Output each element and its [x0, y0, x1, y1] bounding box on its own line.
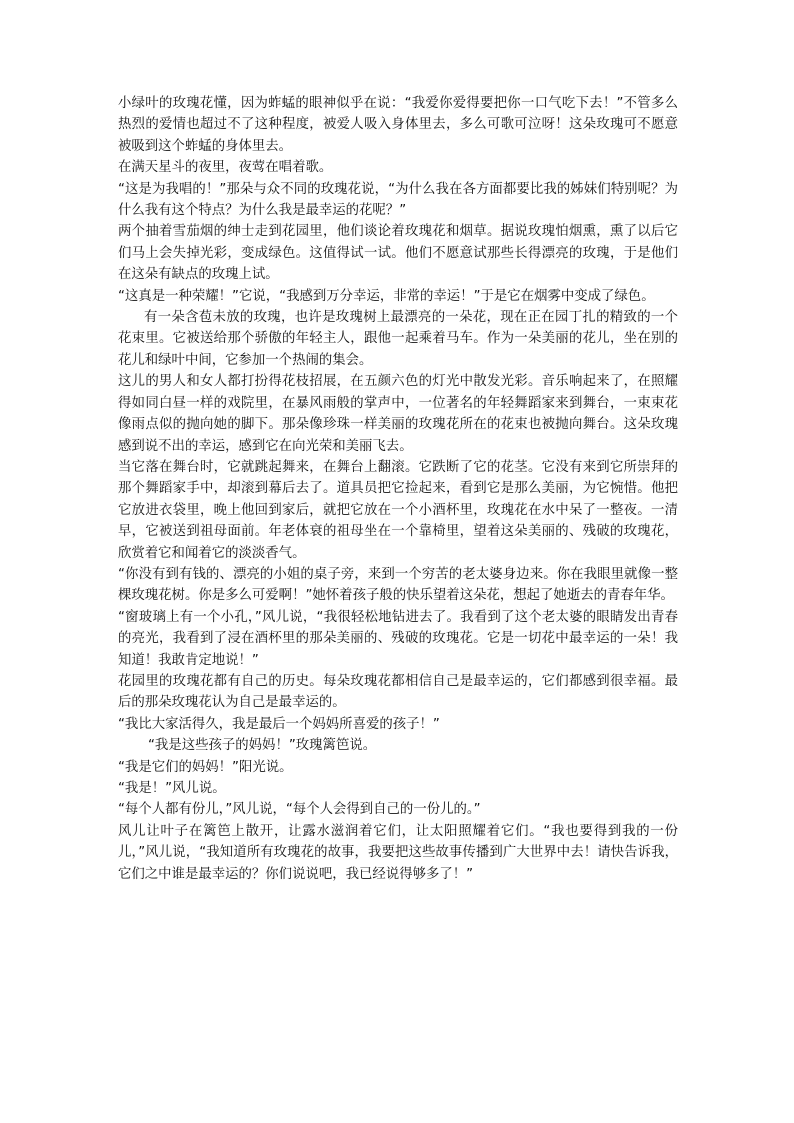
paragraph: 这儿的男人和女人都打扮得花枝招展，在五颜六色的灯光中散发光彩。音乐响起来了，在照耀得如同白昼一样的戏院里，在暴风雨般的掌声中，一位著名的年轻舞蹈家来到舞台，一束束花像雨点似的抛向她的脚下。那朵像珍珠一样美丽的玫瑰花所在的花束也被抛向舞台。这朵玫瑰感到说不出的幸运，感到它在向光荣和美丽飞去。 — [118, 374, 678, 454]
document-page — [118, 93, 678, 885]
paragraph: 风儿让叶子在篱笆上散开，让露水滋润着它们，让太阳照耀着它们。“我也要得到我的一份儿，”风儿说，“我知道所有玫瑰花的故事，我要把这些故事传播到广大世界中去！请快告诉我，它们之中谁是最幸运的？你们说说吧，我已经说得够多了！” — [118, 823, 678, 882]
paragraph: “每个人都有份儿，”风儿说，“每个人会得到自己的一份儿的。” — [118, 802, 481, 818]
paragraph: “窗玻璃上有一个小孔，”风儿说，“我很轻松地钻进去了。我看到了这个老太婆的眼睛发出青春的亮光，我看到了浸在酒杯里的那朵美丽的、残破的玫瑰花。它是一切花中最幸运的一朵！我知道！我敢肯定地说！” — [118, 609, 678, 668]
paragraph: “你没有到有钱的、漂亮的小姐的桌子旁，来到一个穷苦的老太婆身边来。你在我眼里就像一整棵玫瑰花树。你是多么可爱啊！”她怀着孩子般的快乐望着这朵花，想起了她逝去的青春年华。 — [118, 566, 678, 604]
paragraph: 当它落在舞台时，它就跳起舞来，在舞台上翻滚。它跌断了它的花茎。它没有来到它所崇拜的那个舞蹈家手中，却滚到幕后去了。道具员把它捡起来，看到它是那么美丽，为它惋惜。他把它放进衣袋里，晚上他回到家后，就把它放在一个小酒杯里，玫瑰花在水中呆了一整夜。一清早，它被送到祖母面前。年老体衰的祖母坐在一个靠椅里，望着这朵美丽的、残破的玫瑰花，欣赏着它和闻着它的淡淡香气。 — [118, 459, 678, 561]
paragraph: “我比大家活得久，我是最后一个妈妈所喜爱的孩子！” — [118, 716, 440, 732]
paragraph: “这真是一种荣耀！”它说，“我感到万分幸运，非常的幸运！”于是它在烟雾中变成了绿色。 — [118, 288, 655, 304]
paragraph: 花园里的玫瑰花都有自己的历史。每朵玫瑰花都相信自己是最幸运的，它们都感到很幸福。最后的那朵玫瑰花认为自己是最幸运的。 — [118, 673, 678, 711]
paragraph: 在满天星斗的夜里，夜莺在唱着歌。 — [118, 160, 333, 176]
paragraph: “我是它们的妈妈！”阳光说。 — [118, 759, 293, 775]
paragraph: “我是这些孩子的妈妈！”玫瑰篱笆说。 — [148, 738, 377, 754]
paragraph: 小绿叶的玫瑰花懂，因为蚱蜢的眼神似乎在说：“我爱你爱得要把你一口气吃下去！”不管多么热烈的爱情也超过不了这种程度，被爱人吸入身体里去，多么可歌可泣呀！这朵玫瑰可不愿意被吸到这个蚱蜢的身体里去。 — [118, 96, 678, 154]
paragraph: “我是！”风儿说。 — [118, 781, 226, 796]
paragraph: 有一朵含苞未放的玫瑰，也许是玫瑰树上最漂亮的一朵花，现在正在园丁扎的精致的一个花束里。它被送给那个骄傲的年轻主人，跟他一起乘着马车。作为一朵美丽的花儿，坐在别的花儿和绿叶中间，它参加一个热闹的集会。 — [118, 310, 678, 368]
paragraph: “这是为我唱的！”那朵与众不同的玫瑰花说，“为什么我在各方面都要比我的姊妹们特别呢？为什么我有这个特点？为什么我是最幸运的花呢？” — [118, 181, 678, 219]
paragraph: 两个抽着雪茄烟的绅士走到花园里，他们谈论着玫瑰花和烟草。据说玫瑰怕烟熏，熏了以后它们马上会失掉光彩，变成绿色。这值得试一试。他们不愿意试那些长得漂亮的玫瑰，于是他们在这朵有缺点的玫瑰上试。 — [118, 224, 678, 283]
